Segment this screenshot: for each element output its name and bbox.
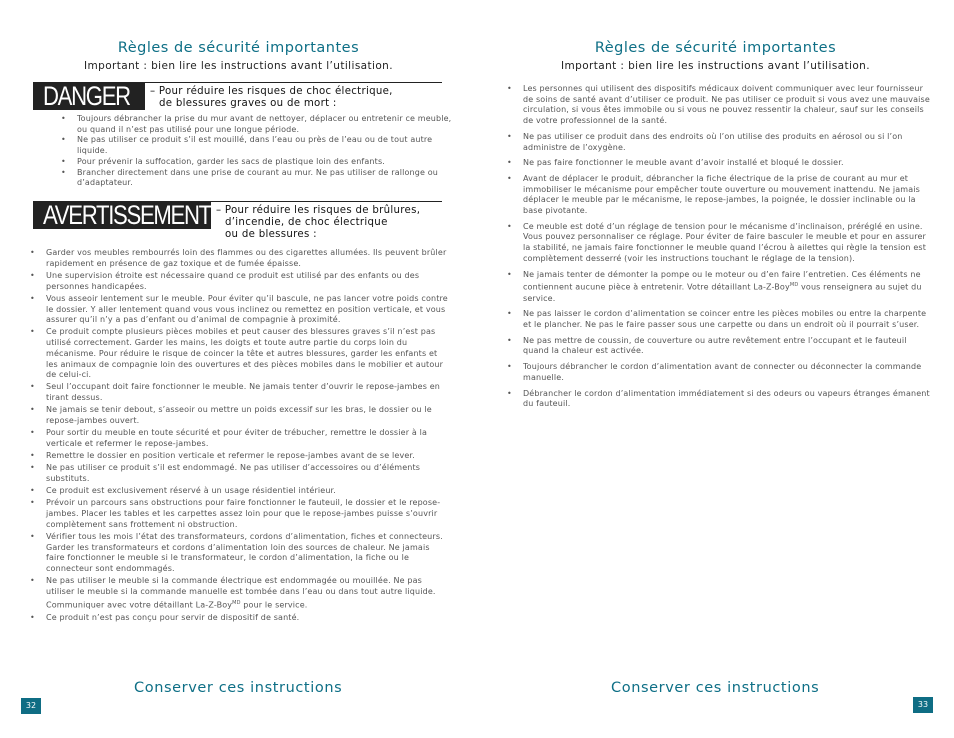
list-item: • Remettre le dossier en position verticale et refermer le repose-jambes avant de se lever. [46,451,448,462]
list-item: • Toujours débrancher la prise du mur avant de nettoyer, déplacer ou entretenir ce meuble, ou quand il n’est pas utilisé pour une longue période. [77,114,457,135]
right-page [477,0,954,738]
page-title: Règles de sécurité importantes [594,40,837,56]
danger-list [77,114,457,189]
list-item: • Seul l’occupant doit faire fonctionner le meuble. Ne jamais tenter d’ouvrir le repose-jambes en tirant dessus. [46,382,448,403]
page-number: 32 [21,698,41,714]
page-title: Règles de sécurité importantes [117,40,360,56]
danger-label: DANGER [43,80,130,111]
list-item: • Pour sortir du meuble en toute sécurité et pour éviter de trébucher, remettre le dossier à la verticale et refermer le repose-jambes. [46,428,448,449]
list-item: • Vérifier tous les mois l’état des transformateurs, cordons d’alimentation, fiches et connecteurs. Garder les transformateurs et cordons d’alimentation loin des sources de chaleur. Ne jamais faire fonctionner le meuble si le transformateur, le cordon d’alimentation, la fiche ou le connecteur sont endommagés. [46,532,448,575]
danger-badge [33,82,145,110]
list-item: • Ne jamais se tenir debout, s’asseoir ou mettre un poids excessif sur les bras, le dossier ou le repose-jambes ouvert. [46,405,448,426]
danger-heading: – Pour réduire les risques de choc électrique, de blessures graves ou de mort : [150,86,393,109]
list-item: • Avant de déplacer le produit, débrancher la fiche électrique de la prise de courant au mur et immobiliser le mécanisme pour empêcher toute ouverture ou mouvement inattendu. Ne jamais déplacer le meuble par le mécanisme, le repose-jambes, la poignée, le dossier inclinable ou la base pivotante. [523,174,933,217]
danger-rule [145,82,442,83]
list-item: • Ne pas laisser le cordon d’alimentation se coincer entre les pièces mobiles ou entre la charpente et le plancher. Ne pas le faire passer sous une carpette ou dans un endroit où il pourrait s’user. [523,309,933,330]
list-item: • Les personnes qui utilisent des dispositifs médicaux doivent communiquer avec leur fournisseur de soins de santé avant d’utiliser ce produit. Ne pas utiliser ce produit si vous avez une mauvaise circulation, si vous êtes immobile ou si vous ne pouvez ressentir la chaleur, sauf sur les conseils de votre professionnel de la santé. [523,84,933,127]
warning-heading: – Pour réduire les risques de brûlures, d’incendie, de choc électrique ou de blessures : [216,205,421,240]
list-item: • Ne pas utiliser ce produit s’il est mouillé, dans l’eau ou près de l’eau ou de tout autre liquide. [77,135,457,156]
list-item: • Ne pas utiliser le meuble si la commande électrique est endommagée ou mouillée. Ne pas utiliser le meuble si la commande manuelle est tombée dans l’eau ou dans tout autre liquide. Communiquer avec votre détaillant La-Z-Boy$^{MD}$ pour le service. [46,576,448,611]
warning-badge [33,201,211,229]
list-item: • Ne jamais tenter de démonter la pompe ou le moteur ou d’en faire l’entretien. Ces éléments ne contiennent aucune pièce à entretenir. Votre détaillant La-Z-Boy$^{MD}$ vous renseignera au sujet du service. [523,270,933,305]
footer-keep-instructions: Conserver ces instructions [134,680,343,696]
list-item: • Une supervision étroite est nécessaire quand ce produit est utilisé par des enfants ou des personnes handicapées. [46,271,448,292]
page-number: 33 [913,697,933,713]
list-item: • Ce meuble est doté d’un réglage de tension pour le mécanisme d’inclinaison, préréglé en usine. Vous pouvez personnaliser ce réglage. Pour éviter de faire basculer le meuble et pour en assurer la stabilité, ne jamais faire fonctionner le meuble quand l’écrou à ailettes qui règle la tension est complètement desserré (voir les instructions touchant le réglage de la tension). [523,222,933,265]
list-item: • Ce produit est exclusivement réservé à un usage résidentiel intérieur. [46,486,448,497]
warning-rule [211,201,442,202]
right-safety-list [523,84,933,410]
list-item: • Prévoir un parcours sans obstructions pour faire fonctionner le fauteuil, le dossier et le repose-jambes. Placer les tables et les carpettes assez loin pour que le repose-jambes puisse s’ouvrir complètement sans frottement ni obstruction. [46,498,448,530]
footer-keep-instructions: Conserver ces instructions [611,680,820,696]
list-item: • Garder vos meubles rembourrés loin des flammes ou des cigarettes allumées. Ils peuvent brûler rapidement en présence de gaz toxique et de fumée épaisse. [46,248,448,269]
list-item: • Vous asseoir lentement sur le meuble. Pour éviter qu’il bascule, ne pas lancer votre poids contre le dossier. Y aller lentement quand vous vous inclinez ou remettez en position verticale, et vous assurer qu’il n’y a pas d’enfant ou d’animal de compagnie à proximité. [46,294,448,326]
warning-list [46,248,448,623]
list-item: • Ne pas mettre de coussin, de couverture ou autre revêtement entre l’occupant et le fauteuil quand la chaleur est activée. [523,336,933,357]
list-item: • Toujours débrancher le cordon d’alimentation avant de connecter ou déconnecter la commande manuelle. [523,362,933,383]
list-item: • Pour prévenir la suffocation, garder les sacs de plastique loin des enfants. [77,157,457,168]
list-item: • Brancher directement dans une prise de courant au mur. Ne pas utiliser de rallonge ou d’adaptateur. [77,168,457,189]
list-item: • Ne pas faire fonctionner le meuble avant d’avoir installé et bloqué le dossier. [523,158,933,169]
list-item: • Ne pas utiliser ce produit dans des endroits où l’on utilise des produits en aérosol ou si l’on administre de l’oxygène. [523,132,933,153]
list-item: • Débrancher le cordon d’alimentation immédiatement si des odeurs ou vapeurs étranges émanent du fauteuil. [523,389,933,410]
list-item: • Ce produit compte plusieurs pièces mobiles et peut causer des blessures graves s’il n’est pas utilisé correctement. Garder les mains, les doigts et toute autre partie du corps loin du mécanisme. Pour réduire le risque de coincer la tête et autres blessures, garder les enfants et les animaux de compagnie loin des ouvertures et des pièces mobiles dans le mobilier et autour de celui-ci. [46,327,448,381]
list-item: • Ne pas utiliser ce produit s’il est endommagé. Ne pas utiliser d’accessoires ou d’éléments substituts. [46,463,448,484]
page-subtitle: Important : bien lire les instructions avant l’utilisation. [561,60,870,72]
list-item: • Ce produit n’est pas conçu pour servir de dispositif de santé. [46,613,448,624]
page-subtitle: Important : bien lire les instructions avant l’utilisation. [84,60,393,72]
warning-label: AVERTISSEMENT [43,199,211,230]
